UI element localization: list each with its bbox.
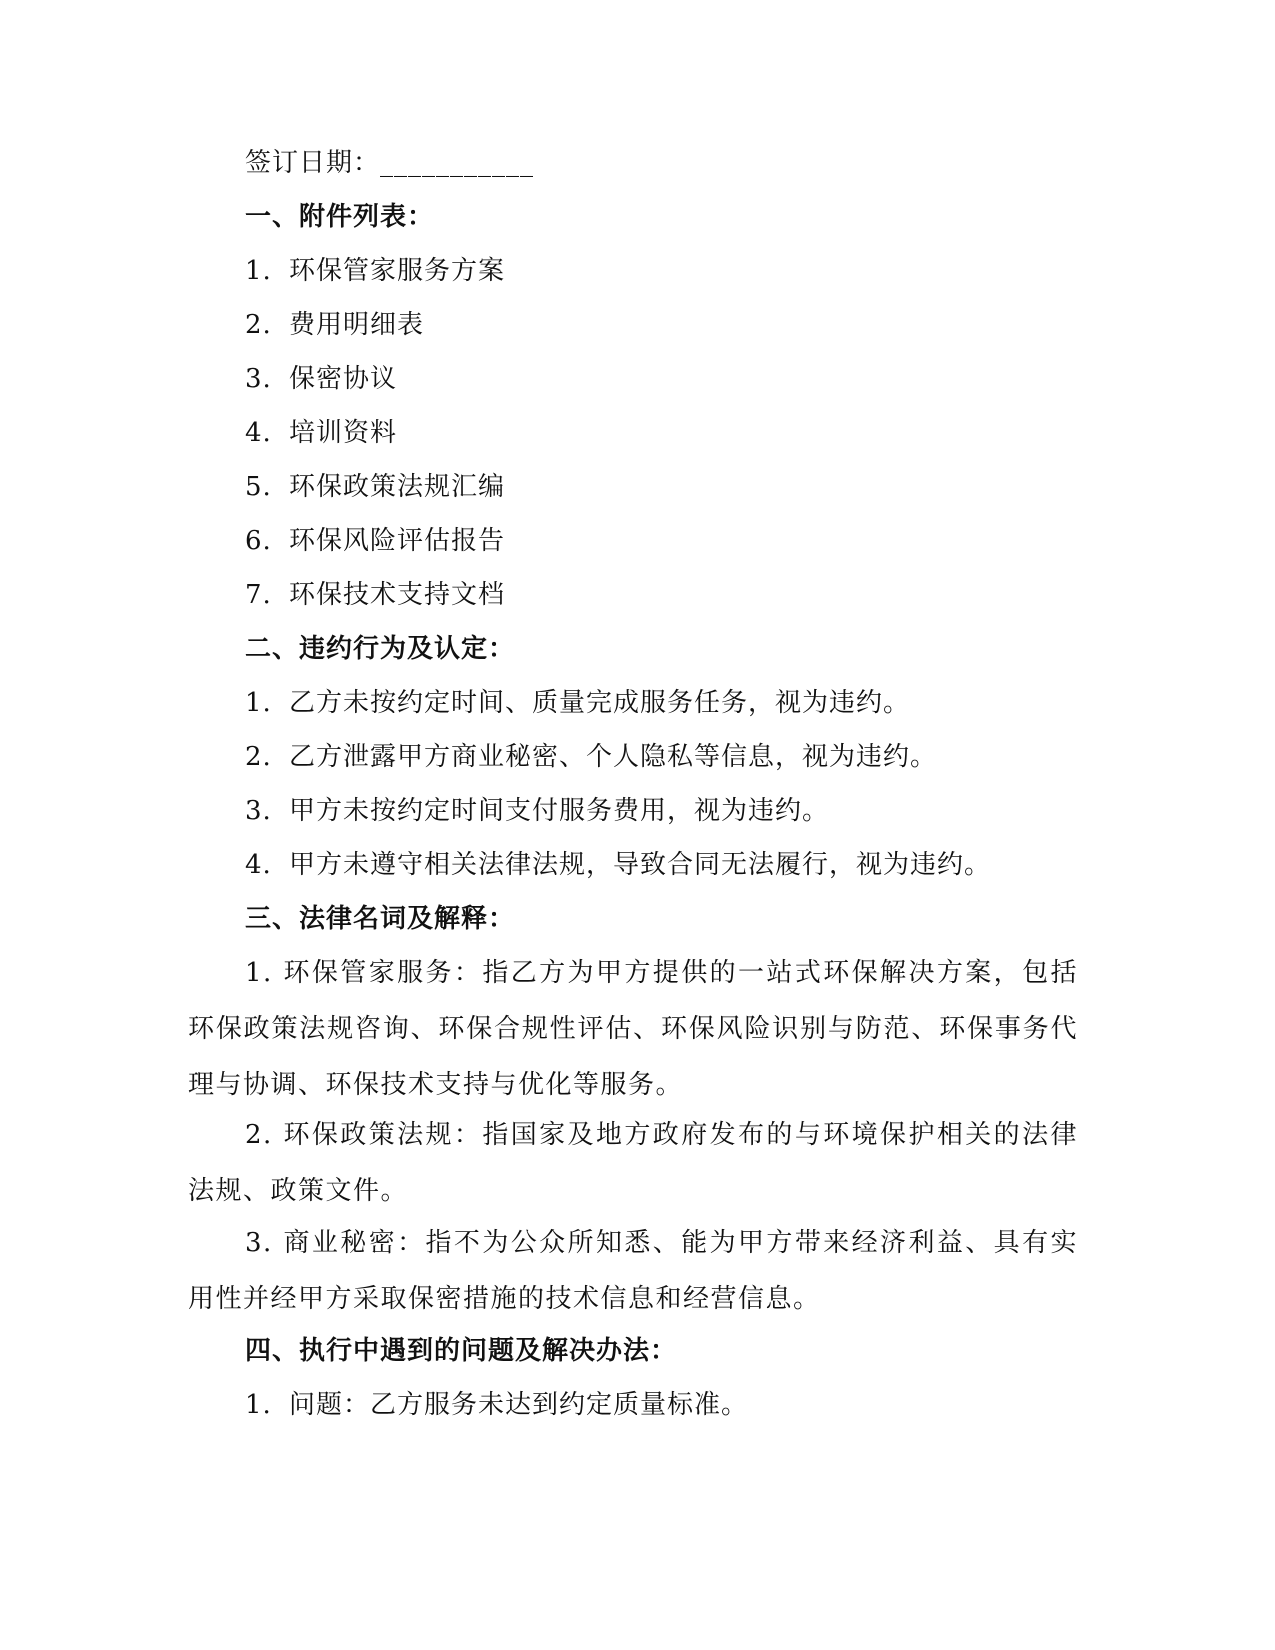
- list-item: 6. 环保风险评估报告: [245, 526, 506, 556]
- definition-paragraph: 1. 环保管家服务：指乙方为甲方提供的一站式环保解决方案，包括环保政策法规咨询、环保合规性评估、环保风险识别与防范、环保事务代理与协调、环保技术支持与优化等服务。: [188, 958, 1078, 1100]
- list-item: 1. 问题：乙方服务未达到约定质量标准。: [245, 1390, 749, 1420]
- section-heading-breach: 二、违约行为及认定：: [245, 634, 516, 664]
- section-heading-attachments: 一、附件列表：: [245, 202, 435, 232]
- sign-date-label: 签订日期：: [245, 148, 381, 178]
- list-item: 3. 保密协议: [245, 364, 398, 394]
- list-item: 5. 环保政策法规汇编: [245, 472, 506, 502]
- sign-date-line: [245, 148, 534, 178]
- list-item: 2. 费用明细表: [245, 310, 425, 340]
- list-item: 7. 环保技术支持文档: [245, 580, 506, 610]
- list-item: 3. 甲方未按约定时间支付服务费用，视为违约。: [245, 796, 830, 826]
- sign-date-blank[interactable]: ___________: [380, 148, 535, 178]
- section-heading-issues: 四、执行中遇到的问题及解决办法：: [245, 1336, 678, 1366]
- list-item: 1. 环保管家服务方案: [245, 256, 506, 286]
- list-item: 4. 培训资料: [245, 418, 398, 448]
- definition-paragraph: 2. 环保政策法规：指国家及地方政府发布的与环境保护相关的法律法规、政策文件。: [188, 1120, 1078, 1206]
- list-item: 1. 乙方未按约定时间、质量完成服务任务，视为违约。: [245, 688, 911, 718]
- section-heading-legal-terms: 三、法律名词及解释：: [245, 904, 516, 934]
- definition-paragraph: 3. 商业秘密：指不为公众所知悉、能为甲方带来经济利益、具有实用性并经甲方采取保密措施的技术信息和经营信息。: [188, 1228, 1078, 1314]
- list-item: 2. 乙方泄露甲方商业秘密、个人隐私等信息，视为违约。: [245, 742, 938, 772]
- list-item: 4. 甲方未遵守相关法律法规，导致合同无法履行，视为违约。: [245, 850, 992, 880]
